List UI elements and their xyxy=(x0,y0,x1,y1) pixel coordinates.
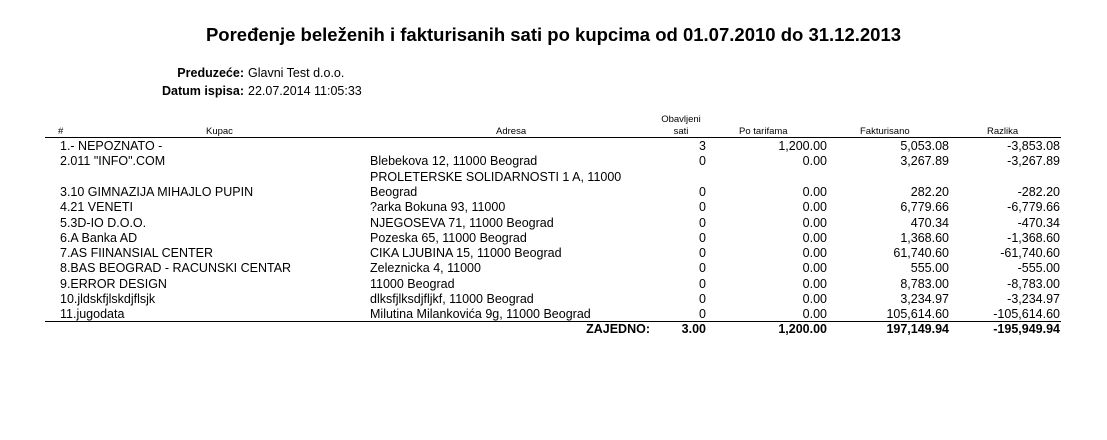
cell-address: Milutina Milankovića 9g, 11000 Beograd xyxy=(370,307,591,322)
header-num: # xyxy=(58,126,64,137)
cell-tariff: 0.00 xyxy=(802,200,827,215)
cell-invoiced: 105,614.60 xyxy=(886,307,949,322)
totals-tariff: 1,200.00 xyxy=(778,322,827,336)
header-divider xyxy=(45,137,1061,138)
cell-invoiced: 61,740.60 xyxy=(893,246,949,261)
cell-customer: 9.ERROR DESIGN xyxy=(60,276,167,291)
print-date-label: Datum ispisa: xyxy=(162,84,244,98)
cell-customer: 5.3D-IO D.O.O. xyxy=(60,215,147,230)
cell-tariff: 0.00 xyxy=(802,154,827,169)
cell-address: 11000 Beograd xyxy=(370,276,455,291)
cell-customer: 11.jugodata xyxy=(60,307,125,322)
totals-label: ZAJEDNO: xyxy=(586,322,650,336)
header-invoiced: Fakturisano xyxy=(860,126,910,137)
cell-invoiced: 555.00 xyxy=(910,261,949,276)
cell-hours: 0 xyxy=(699,184,706,199)
cell-diff: -555.00 xyxy=(1017,261,1060,276)
cell-invoiced: 5,053.08 xyxy=(900,139,949,153)
cell-hours: 0 xyxy=(699,276,706,291)
cell-hours: 0 xyxy=(699,154,706,169)
cell-hours: 0 xyxy=(699,215,706,230)
cell-diff: -470.34 xyxy=(1017,215,1060,230)
cell-tariff: 0.00 xyxy=(802,230,827,245)
cell-diff: -105,614.60 xyxy=(993,307,1060,322)
cell-invoiced: 282.20 xyxy=(910,184,949,199)
report-title: Poređenje beleženih i fakturisanih sati po kupcima od 01.07.2010 do 31.12.2013 xyxy=(205,24,902,45)
cell-diff: -3,234.97 xyxy=(1007,292,1060,306)
header-diff: Razlika xyxy=(987,126,1019,137)
cell-tariff: 0.00 xyxy=(802,307,827,322)
cell-customer: 8.BAS BEOGRAD - RACUNSKI CENTAR xyxy=(60,261,292,276)
cell-tariff: 0.00 xyxy=(802,215,827,230)
company-label: Preduzeće: xyxy=(177,66,244,80)
cell-address: Blebekova 12, 11000 Beograd xyxy=(370,154,538,169)
cell-invoiced: 3,267.89 xyxy=(900,154,949,169)
cell-hours: 0 xyxy=(699,200,706,215)
cell-hours: 0 xyxy=(699,230,706,245)
cell-hours: 0 xyxy=(699,292,706,306)
cell-hours: 0 xyxy=(699,261,706,276)
cell-hours: 0 xyxy=(699,246,706,261)
cell-hours: 0 xyxy=(699,307,706,322)
cell-invoiced: 470.34 xyxy=(910,215,949,230)
cell-address: ?arka Bokuna 93, 11000 xyxy=(370,200,506,215)
cell-address: CIKA LJUBINA 15, 11000 Beograd xyxy=(370,246,562,261)
cell-tariff: 1,200.00 xyxy=(778,139,827,153)
cell-customer: 4.21 VENETI xyxy=(60,200,133,215)
cell-diff: -6,779.66 xyxy=(1007,200,1060,215)
cell-invoiced: 8,783.00 xyxy=(900,276,949,291)
cell-address: NJEGOSEVA 71, 11000 Beograd xyxy=(370,215,554,230)
header-hours-line2: sati xyxy=(673,126,689,137)
cell-address: PROLETERSKE SOLIDARNOSTI 1 A, 11000 xyxy=(370,169,622,184)
cell-customer: 1.- NEPOZNATO - xyxy=(60,139,163,153)
cell-address: Zeleznicka 4, 11000 xyxy=(370,261,481,276)
cell-tariff: 0.00 xyxy=(802,276,827,291)
cell-address: Beograd xyxy=(370,184,418,199)
cell-invoiced: 1,368.60 xyxy=(900,230,949,245)
company-value: Glavni Test d.o.o. xyxy=(248,66,345,80)
cell-customer: 2.011 "INFO".COM xyxy=(60,154,166,169)
header-customer: Kupac xyxy=(206,126,233,137)
cell-diff: -3,267.89 xyxy=(1007,154,1060,169)
cell-tariff: 0.00 xyxy=(802,261,827,276)
cell-diff: -282.20 xyxy=(1017,184,1060,199)
cell-address: dlksfjlksdjfljkf, 11000 Beograd xyxy=(370,292,534,306)
header-tariff: Po tarifama xyxy=(739,126,788,137)
header-hours-line1: Obavljeni xyxy=(661,114,701,125)
totals-invoiced: 197,149.94 xyxy=(886,322,949,336)
print-date-value: 22.07.2014 11:05:33 xyxy=(248,84,362,98)
cell-customer: 6.A Banka AD xyxy=(60,230,138,245)
cell-tariff: 0.00 xyxy=(802,246,827,261)
cell-customer: 3.10 GIMNAZIJA MIHAJLO PUPIN xyxy=(60,184,254,199)
cell-invoiced: 3,234.97 xyxy=(900,292,949,306)
totals-diff: -195,949.94 xyxy=(993,322,1060,336)
cell-address: Pozeska 65, 11000 Beograd xyxy=(370,230,527,245)
totals-hours: 3.00 xyxy=(681,322,706,336)
header-address: Adresa xyxy=(496,126,527,137)
cell-invoiced: 6,779.66 xyxy=(900,200,949,215)
cell-customer: 10.jldskfjlskdjflsjk xyxy=(60,292,156,306)
cell-diff: -61,740.60 xyxy=(1000,246,1060,261)
cell-diff: -8,783.00 xyxy=(1007,276,1060,291)
cell-diff: -1,368.60 xyxy=(1007,230,1060,245)
cell-diff: -3,853.08 xyxy=(1007,139,1060,153)
cell-hours: 3 xyxy=(699,139,706,153)
cell-tariff: 0.00 xyxy=(802,184,827,199)
cell-customer: 7.AS FIINANSIAL CENTER xyxy=(60,246,214,261)
cell-tariff: 0.00 xyxy=(802,292,827,306)
